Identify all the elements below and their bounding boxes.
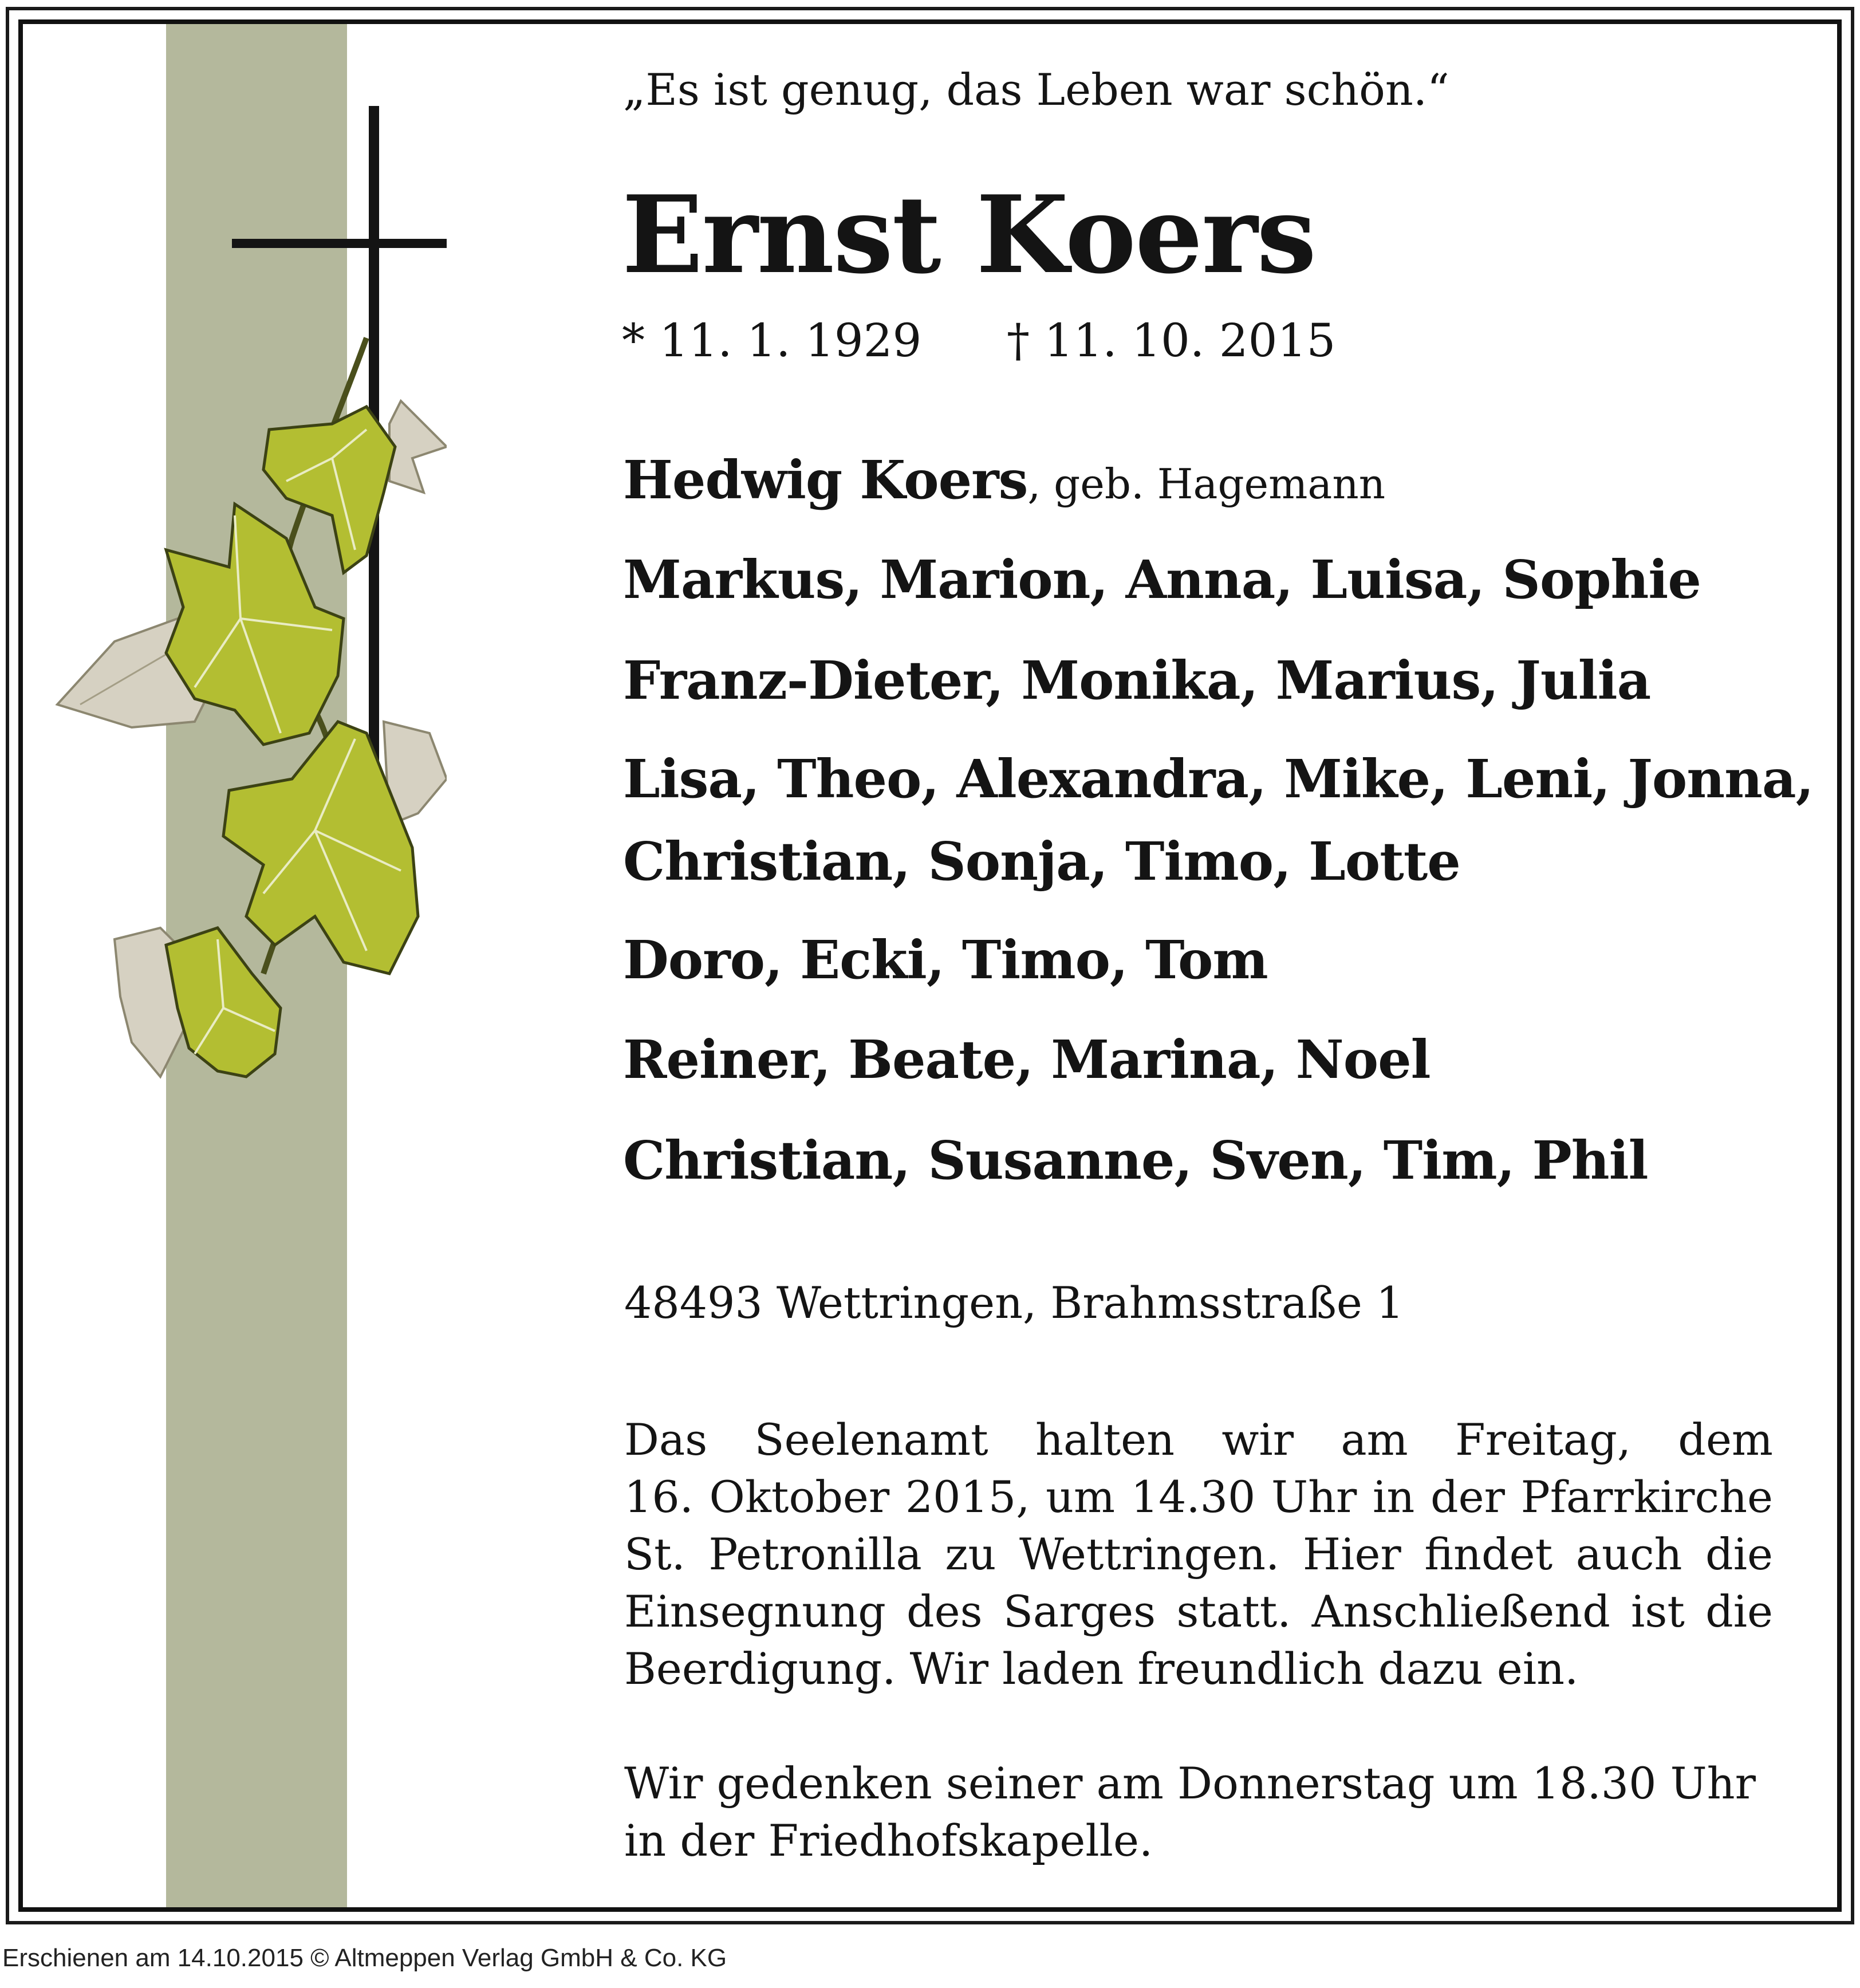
spouse-maiden-name: , geb. Hagemann — [1027, 460, 1386, 508]
deceased-name: Ernst Koers — [622, 172, 1316, 297]
quote: „Es ist genug, das Leben war schön.“ — [623, 64, 1449, 115]
service-line: Das Seelenamt halten wir am Freitag, dem — [624, 1414, 1773, 1465]
service-line: St. Petronilla zu Wettringen. Hier findet auch die — [624, 1529, 1773, 1580]
ivy-leaf-top-pale — [389, 401, 447, 493]
family-line: Markus, Marion, Anna, Luisa, Sophie — [623, 549, 1701, 611]
spouse-name: Hedwig Koers — [623, 449, 1028, 511]
memorial-line: in der Friedhofskapelle. — [624, 1815, 1153, 1866]
cross-horizontal-beam — [232, 239, 447, 248]
service-line: 16. Oktober 2015, um 14.30 Uhr in der Pfarrkirche — [624, 1471, 1773, 1522]
spouse-line — [623, 449, 1385, 511]
death-date: † 11. 10. 2015 — [1007, 314, 1336, 367]
service-paragraph — [624, 1411, 1773, 1698]
family-line: Lisa, Theo, Alexandra, Mike, Leni, Jonna, — [623, 748, 1814, 810]
family-line: Franz-Dieter, Monika, Marius, Julia — [623, 649, 1651, 711]
family-line: Reiner, Beate, Marina, Noel — [623, 1029, 1431, 1091]
family-line: Doro, Ecki, Timo, Tom — [623, 929, 1268, 991]
ivy-leaf-bottom — [166, 928, 281, 1077]
address: 48493 Wettringen, Brahmsstraße 1 — [624, 1277, 1404, 1328]
service-line: Beerdigung. Wir laden freundlich dazu ein. — [624, 1643, 1579, 1694]
family-line: Christian, Sonja, Timo, Lotte — [623, 830, 1460, 892]
memorial-line: Wir gedenken seiner am Donnerstag um 18.30 Uhr — [624, 1758, 1756, 1809]
memorial-paragraph — [624, 1755, 1773, 1869]
service-line: Einsegnung des Sarges statt. Anschließend ist die — [624, 1586, 1773, 1637]
family-line: Christian, Susanne, Sven, Tim, Phil — [623, 1129, 1648, 1191]
publication-footer: Erschienen am 14.10.2015 © Altmeppen Verlag GmbH & Co. KG — [2, 1944, 727, 1972]
birth-date: * 11. 1. 1929 — [622, 314, 922, 367]
cross-ivy-ornament — [46, 103, 447, 1105]
